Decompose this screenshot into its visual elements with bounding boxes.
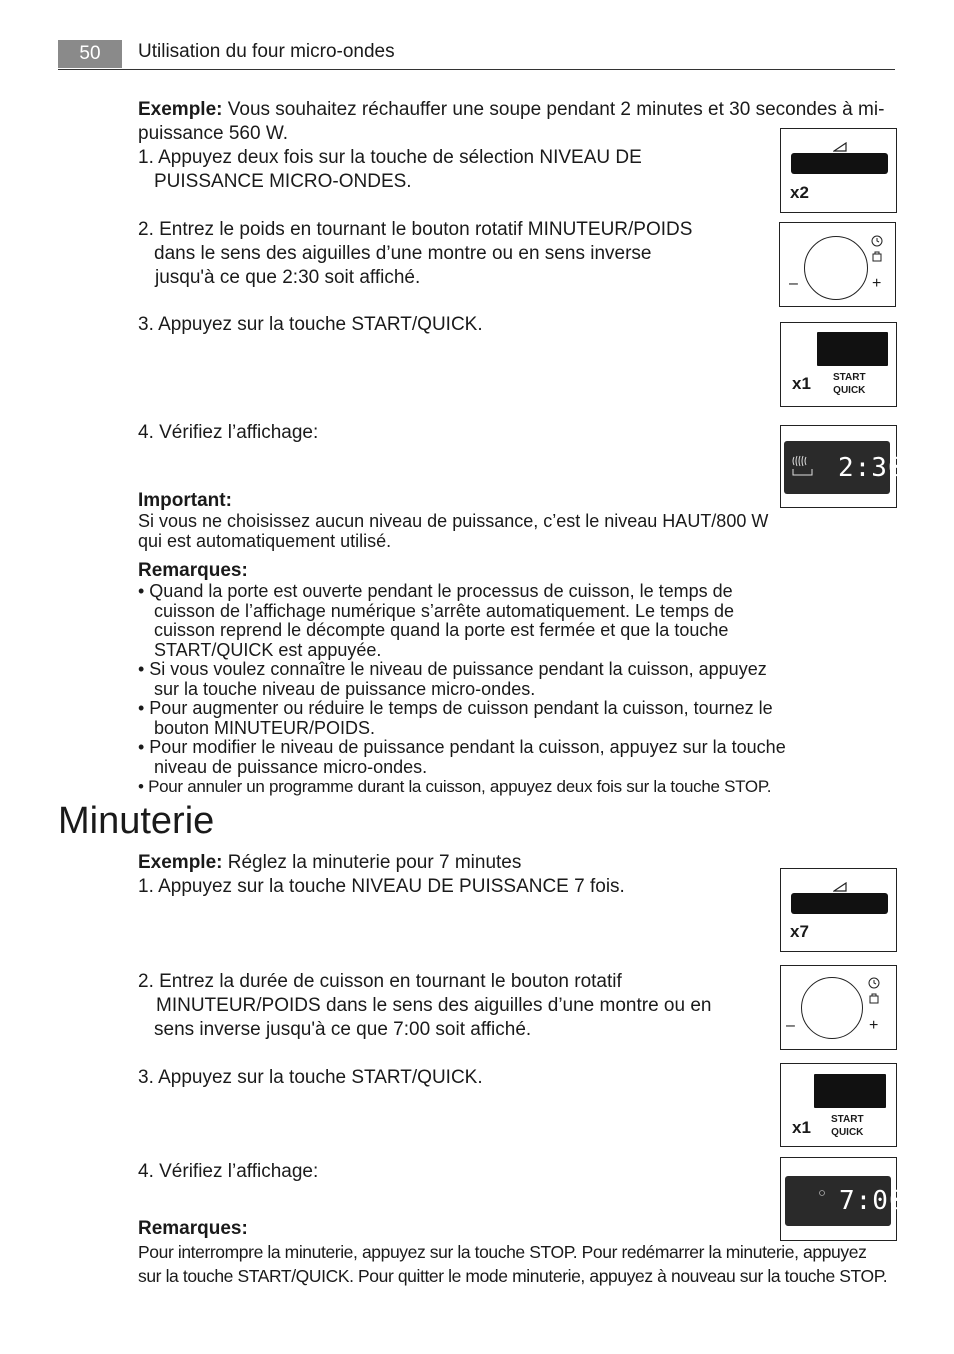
start-button-figure-2 [780,1063,897,1147]
microwave-icon [790,453,818,484]
timer-remarks-line-2: sur la touche START/QUICK. Pour quitter le mode minuterie, appuyez à nouveau sur la touche STOP. [138,1266,888,1286]
bullet-1-line: cuisson de l’affichage numérique s’arrête automatiquement. Le temps de [154,600,735,621]
timer-example-label: Exemple: [138,852,223,873]
start-label: START [831,1114,864,1125]
timer-step-4: 4. Vérifiez l’affichage: [138,1161,319,1182]
timer-indicator-icon [818,1184,826,1202]
remarks-label: Remarques: [138,560,248,581]
power-button [791,153,888,174]
lcd-display [784,441,905,494]
minus-label: – [786,1017,795,1034]
header-rule [58,69,895,70]
press-count: x7 [790,922,809,941]
bullet-4 [138,738,838,777]
bullet-4-line: niveau de puissance micro-ondes. [154,756,428,777]
bullet-2-line: • Si vous voulez connaître le niveau de puissance pendant la cuisson, appuyez [138,659,767,679]
press-count: x1 [792,1118,811,1137]
timer-example-text: Réglez la minuterie pour 7 minutes [222,852,522,873]
step-2 [138,218,692,290]
start-label: START [833,372,866,383]
rotary-dial [804,236,868,300]
timer-step-2 [138,970,711,1042]
important-block [138,490,768,551]
rotary-dial [801,977,863,1039]
bullet-5 [138,777,838,797]
section-title: Minuterie [58,800,215,842]
display-figure [780,425,905,508]
step-1-line-2: PUISSANCE MICRO-ONDES. [154,171,412,192]
timer-step-3: 3. Appuyez sur la touche START/QUICK. [138,1067,483,1088]
bullet-1-line: cuisson reprend le décompte quand la porte est fermée et que la touche [154,620,729,640]
power-button-figure-2 [780,868,897,952]
weight-icon [872,249,882,267]
timer-step-2-line: MINUTEUR/POIDS dans le sens des aiguilles d’une montre ou en [156,995,712,1016]
remarks-block [138,560,838,797]
bullet-3 [138,699,838,738]
bullet-3-line: bouton MINUTEUR/POIDS. [154,717,376,738]
step-3: 3. Appuyez sur la touche START/QUICK. [138,314,483,335]
timer-remarks-line-1: Pour interrompre la minuterie, appuyez sur la touche STOP. Pour redémarrer la minuterie, appuyez [138,1242,867,1262]
step-2-line-3: jusqu'à ce que 2:30 soit affiché. [155,267,421,288]
minus-label: – [789,275,798,292]
example-label: Exemple: [138,99,223,120]
running-header: Utilisation du four micro-ondes [138,41,395,62]
plus-label: + [872,275,882,292]
start-button-figure [780,322,897,407]
bullet-3-line: • Pour augmenter ou réduire le temps de cuisson pendant la cuisson, tournez le [138,698,773,718]
timer-example [138,851,521,875]
power-button-figure [780,128,897,213]
plus-label: + [869,1017,879,1034]
dial-figure-2 [780,965,897,1050]
display-time: 7:00 [839,1186,906,1216]
display-figure-2 [780,1157,906,1241]
dial-figure [779,222,896,307]
bullet-2 [138,660,838,699]
important-line-1: Si vous ne choisissez aucun niveau de puissance, c’est le niveau HAUT/800 W [138,511,769,531]
example-text-cont: puissance 560 W. [138,123,288,144]
display-time: 2:30 [838,453,905,483]
quick-label: QUICK [833,385,866,396]
bullet-1-line: START/QUICK est appuyée. [154,639,382,660]
lcd-display [785,1176,906,1226]
timer-remarks-label: Remarques: [138,1218,248,1239]
important-label: Important: [138,490,232,511]
weight-icon [869,991,879,1009]
example-text: Vous souhaitez réchauffer une soupe pendant 2 minutes et 30 secondes à mi- [222,99,885,120]
timer-step-2-line: sens inverse jusqu'à ce que 7:00 soit affiché. [154,1019,532,1040]
bullet-1 [138,582,838,660]
important-line-2: qui est automatiquement utilisé. [138,530,392,551]
bullet-4-line: • Pour modifier le niveau de puissance pendant la cuisson, appuyez sur la touche [138,737,786,757]
start-display [814,1074,886,1108]
step-1-line-1: 1. Appuyez deux fois sur la touche de sélection NIVEAU DE [138,147,642,168]
timer-step-1: 1. Appuyez sur la touche NIVEAU DE PUISSANCE 7 fois. [138,876,625,897]
power-button [791,893,888,914]
step-2-line-1: 2. Entrez le poids en tournant le bouton rotatif MINUTEUR/POIDS [138,219,693,240]
start-display [817,332,888,366]
start-quick-label [831,1113,864,1139]
page-number: 50 [58,40,122,68]
press-count: x1 [792,374,811,393]
timer-step-2-line: 2. Entrez la durée de cuisson en tournant le bouton rotatif [138,971,622,992]
bullet-5-line: • Pour annuler un programme durant la cuisson, appuyez deux fois sur la touche STOP. [138,777,772,796]
press-count: x2 [790,183,809,202]
step-1 [138,146,642,194]
step-4: 4. Vérifiez l’affichage: [138,422,319,443]
start-quick-label [833,371,866,397]
bullet-2-line: sur la touche niveau de puissance micro-ondes. [154,678,536,699]
quick-label: QUICK [831,1127,864,1138]
bullet-1-line: • Quand la porte est ouverte pendant le processus de cuisson, le temps de [138,581,733,601]
step-2-line-2: dans le sens des aiguilles d’une montre ou en sens inverse [154,243,652,264]
